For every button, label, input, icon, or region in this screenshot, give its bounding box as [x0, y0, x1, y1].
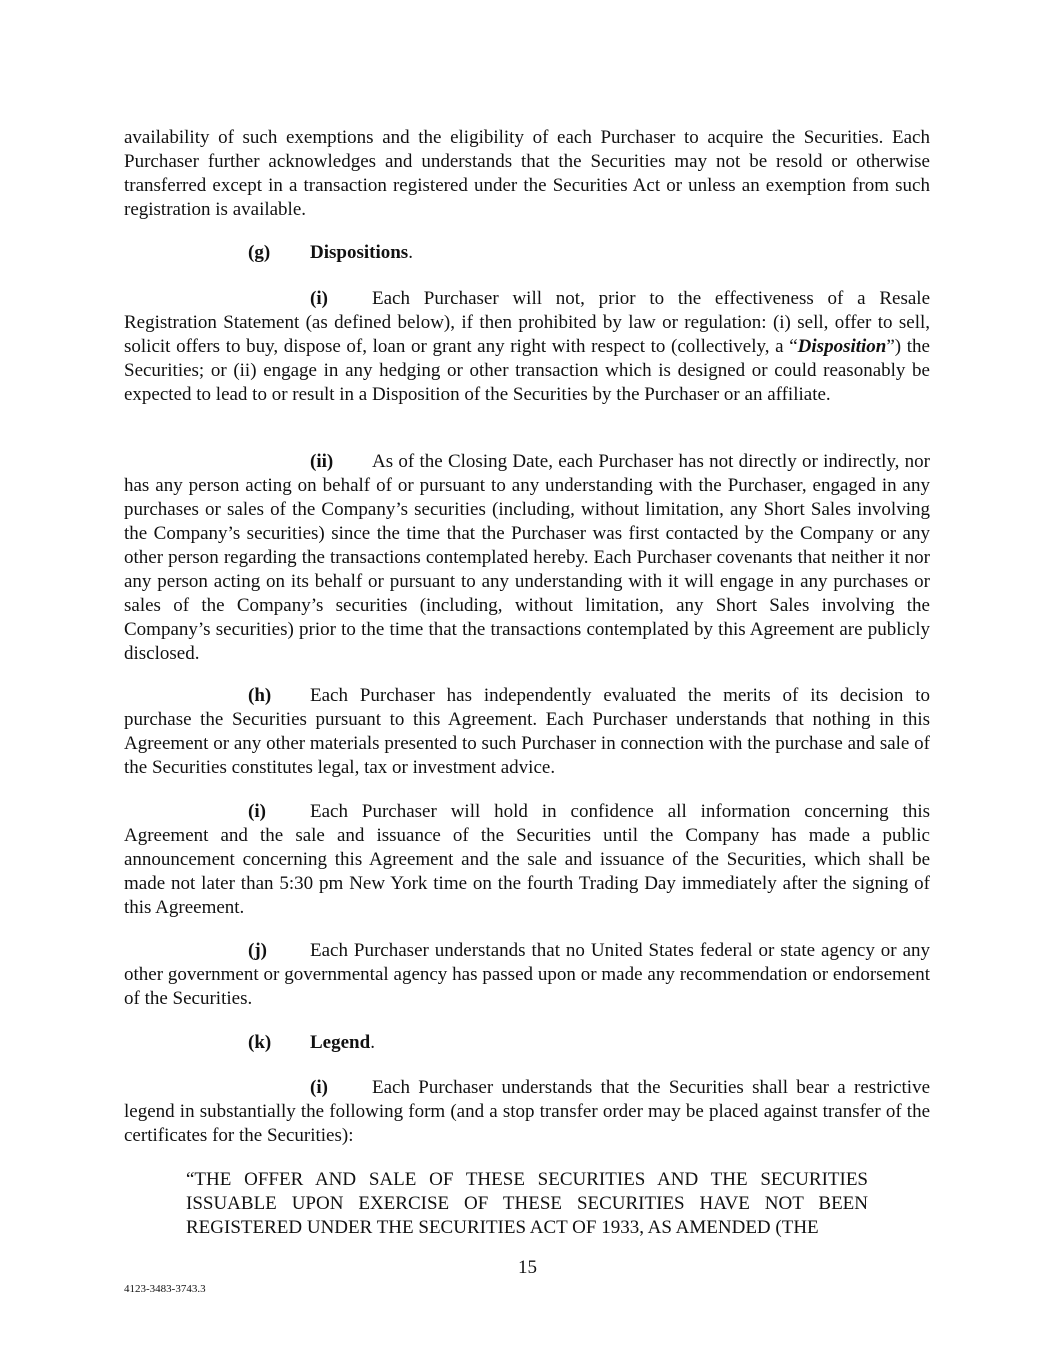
section-g-ii-text: As of the Closing Date, each Purchaser has not directly or indirectly, nor has any person acting on behalf of or pursuant to any understanding with the Purchaser, engaged in any purchases or sales of the Company’s securities (including, without limitation, any Short Sales involving the Company’s securities) since the time that the Purchaser was first contacted by the Company or any other person regarding the transactions contemplated hereby. Each Purchaser covenants that neither it nor any person acting on its behalf or pursuant to any understanding with it will engage in any purchases or sales of the Company’s securities (including, without limitation, any Short Sales involving the Company’s securities) prior to the time that the transactions contemplated by this Agreement are publicly disclosed.: [124, 451, 930, 664]
section-g-period: .: [408, 242, 413, 263]
section-g-i-text-before: Each Purchaser will not, prior to the effectiveness of a Resale Registration Statement (as defined below), if then prohibited by law or regulation: (i) sell, offer to sell, solicit offers to buy, dispose of, loan or grant any right with respect to (collectively, a “: [124, 288, 930, 357]
section-i-text: Each Purchaser will hold in confidence all information concerning this Agreement and the sale and issuance of the Securities until the Company has made a public announcement concerning this Agreement and the sale and issuance of the Securities, which shall be made not later than 5:30 pm New York time on the fourth Trading Day immediately after the signing of this Agreement.: [124, 801, 930, 918]
section-g-title: Dispositions: [310, 242, 409, 263]
defined-term-disposition: Disposition: [797, 336, 887, 357]
section-k-heading: [248, 1031, 375, 1055]
section-g-i-text-after: ”) the Securities; or (ii) engage in any hedging or other transaction which is designed or could reasonably be expected to lead to or result in a Disposition of the Securities by the Purchaser or an affiliate.: [124, 336, 930, 405]
section-k-title: Legend: [310, 1032, 371, 1053]
section-g-heading: [248, 241, 413, 265]
section-k-marker: (k): [248, 1032, 272, 1053]
section-h-marker: (h): [248, 685, 272, 706]
section-j-paragraph: [124, 939, 930, 1011]
section-j-text: Each Purchaser understands that no United States federal or state agency or any other government or governmental agency has passed upon or made any recommendation or endorsement of the Securities.: [124, 940, 930, 1009]
section-k-i-text: Each Purchaser understands that the Securities shall bear a restrictive legend in substantially the following form (and a stop transfer order may be placed against transfer of the certificates for the Securities):: [124, 1077, 930, 1146]
section-g-i-paragraph: [124, 287, 930, 407]
document-id: 4123-3483-3743.3: [124, 1283, 206, 1295]
section-h-paragraph: [124, 684, 930, 780]
section-j-marker: (j): [248, 940, 267, 961]
page-number: 15: [518, 1257, 537, 1278]
section-h-text: Each Purchaser has independently evaluated the merits of its decision to purchase the Securities pursuant to this Agreement. Each Purchaser understands that nothing in this Agreement or any other materials presented to such Purchaser in connection with the purchase and sale of the Securities constitutes legal, tax or investment advice.: [124, 685, 930, 778]
section-k-i-paragraph: [124, 1076, 930, 1148]
section-i-marker: (i): [248, 801, 266, 822]
section-k-i-marker: (i): [310, 1077, 328, 1098]
section-g-i-marker: (i): [310, 288, 328, 309]
restrictive-legend-text: “THE OFFER AND SALE OF THESE SECURITIES AND THE SECURITIES ISSUABLE UPON EXERCISE OF THESE SECURITIES HAVE NOT BEEN REGISTERED UNDER THE SECURITIES ACT OF 1933, AS AMENDED (THE: [186, 1169, 868, 1238]
section-g-ii-marker: (ii): [310, 451, 334, 472]
section-i-paragraph: [124, 800, 930, 920]
section-g-marker: (g): [248, 242, 271, 263]
continuation-paragraph: availability of such exemptions and the eligibility of each Purchaser to acquire the Securities. Each Purchaser further acknowledges and understands that the Securities may not be resold or otherwise transferred except in a transaction registered under the Securities Act or unless an exemption from such registration is available.: [124, 127, 930, 220]
section-k-period: .: [370, 1032, 375, 1053]
section-g-ii-paragraph: [124, 450, 930, 666]
